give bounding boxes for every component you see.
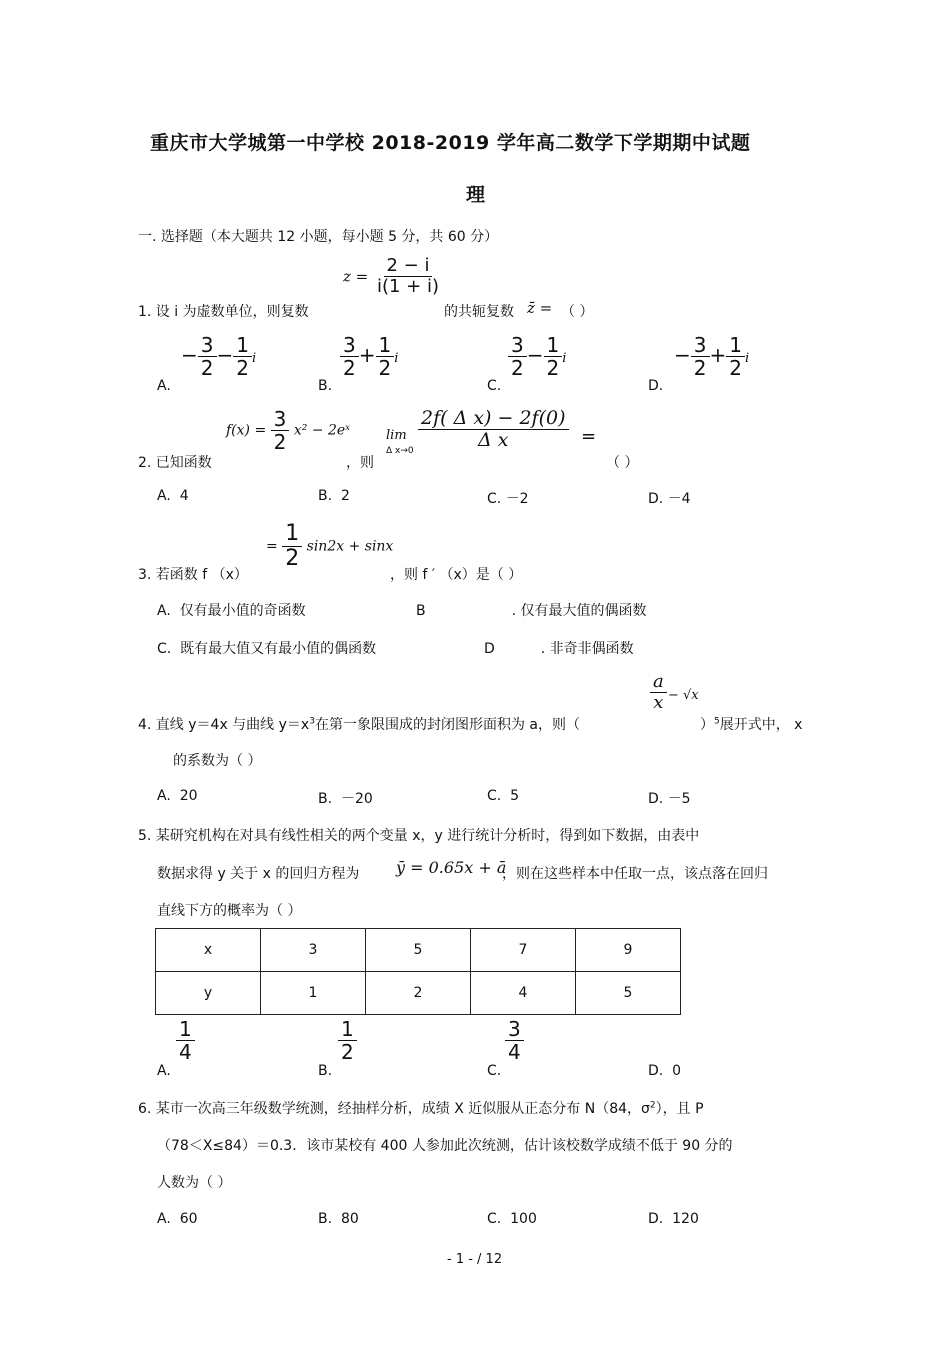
q3-option-a-label: A. <box>157 603 171 619</box>
q4-option-d-value: －5 <box>667 791 691 807</box>
page-number: - 1 - / 12 <box>447 1252 503 1267</box>
table-cell: 2 <box>366 972 471 1015</box>
q5-option-c-num: 3 <box>505 1018 524 1041</box>
q4-option-b-value: －20 <box>340 791 373 807</box>
q1-option-b-num1: 3 <box>340 334 359 357</box>
q2-option-c[interactable] <box>487 488 529 508</box>
q1-conjugate: z̄ = <box>527 299 553 317</box>
q6-line3: 人数为（ ） <box>157 1175 232 1191</box>
q4-option-a-label: A. <box>157 788 171 804</box>
q1-option-d-num1: 3 <box>691 334 710 357</box>
q5-option-c[interactable] <box>505 1018 524 1063</box>
q1-formula <box>343 256 442 297</box>
q1-option-a-den1: 2 <box>200 356 214 380</box>
q2-stem: 2. 已知函数 <box>138 455 212 471</box>
q4-option-d-label: D. <box>648 791 664 807</box>
table-cell: y <box>156 972 261 1015</box>
q5-option-c-label: C. <box>487 1063 502 1079</box>
q3-option-c-text: 既有最大值又有最小值的偶函数 <box>180 641 377 657</box>
q1-option-a-den2: 2 <box>236 356 249 380</box>
document-title: 重庆市大学城第一中学校 2018-2019 学年高二数学下学期期中试题 <box>150 132 751 154</box>
q2-option-c-value: －2 <box>505 491 529 507</box>
q2-option-d-value: －4 <box>667 491 691 507</box>
q5-line1: 5. 某研究机构在对具有线性相关的两个变量 x，y 进行统计分析时，得到如下数据，由表中 <box>138 828 700 844</box>
q5-data-table <box>155 928 681 1015</box>
q2-f-den: 2 <box>273 430 287 454</box>
q6-option-c-value: 100 <box>510 1211 537 1227</box>
q1-option-c-den2: 2 <box>546 356 560 380</box>
q1-option-b-sign2: + <box>358 343 376 367</box>
q3-option-d-text: . 非奇非偶函数 <box>540 641 634 657</box>
q6-option-b[interactable] <box>318 1211 359 1227</box>
q6-option-a-label: A. <box>157 1211 171 1227</box>
q5-line3: 直线下方的概率为（ ） <box>157 903 302 919</box>
q1-option-d[interactable] <box>674 334 749 379</box>
q1-option-c-den1: 2 <box>511 356 524 380</box>
q6-line1 <box>138 1098 704 1118</box>
q3-option-c[interactable] <box>157 638 376 658</box>
q4-option-b-label: B. <box>318 791 333 807</box>
q3-option-a-text: 仅有最小值的奇函数 <box>179 603 306 619</box>
q3-f-den: 2 <box>285 546 300 572</box>
q1-option-b-label: B. <box>318 378 333 394</box>
q1-formula-z: z = <box>343 267 369 286</box>
q4-stem <box>138 714 580 734</box>
q6-line1-prefix: 6. 某市一次高三年级数学统测，经抽样分析，成绩 X 近似服从正态分布 N（84，σ <box>138 1101 650 1117</box>
q2-f-lhs: f(x) = <box>226 422 267 439</box>
q4-stem-tail <box>700 714 802 734</box>
q5-option-b-den: 2 <box>341 1040 354 1064</box>
q4-sup5: 5 <box>714 716 720 727</box>
q2-option-b-value: 2 <box>340 488 350 504</box>
q5-option-a[interactable] <box>176 1018 195 1063</box>
q5-option-b-label: B. <box>318 1063 333 1079</box>
q4-frac-den: x <box>653 691 664 713</box>
q2-equals: = <box>581 426 597 447</box>
q1-option-a-i: i <box>252 351 257 366</box>
q3-option-c-label: C. <box>157 641 172 657</box>
q3-option-d[interactable] <box>484 638 634 658</box>
q6-option-a[interactable] <box>157 1211 198 1227</box>
q4-stem-c: 展开式中， x <box>719 717 803 733</box>
q2-lim-fraction <box>418 408 569 451</box>
q4-stem-b: 在第一象限围成的封闭图形面积为 a，则（ <box>314 717 580 733</box>
q4-minus-sqrt: − √x <box>668 688 699 703</box>
q3-function-formula <box>266 522 393 571</box>
q1-option-a-sign2: − <box>216 343 234 367</box>
q3-stem-suffix: ，则 f ′ （x）是（ ） <box>390 567 523 583</box>
q1-option-d-den2: 2 <box>729 356 742 380</box>
table-cell: x <box>156 929 261 972</box>
q5-option-a-den: 4 <box>179 1040 192 1064</box>
q5-option-d-value: 0 <box>672 1063 682 1079</box>
q4-stem-line2: 的系数为（ ） <box>173 753 262 769</box>
q1-option-a-sign1: − <box>181 343 198 367</box>
q4-option-c-label: C. <box>487 788 502 804</box>
q2-f-rest: x² − 2eˣ <box>293 422 351 439</box>
q4-option-c-value: 5 <box>510 788 520 804</box>
q1-option-a-num2: 1 <box>233 334 252 357</box>
q1-stem-suffix: 的共轭复数 <box>444 304 514 320</box>
q3-f-rest: sin2x + sinx <box>306 538 394 555</box>
q5-option-c-den: 4 <box>508 1040 521 1064</box>
q2-lim-sub: Δ x→0 <box>386 446 414 456</box>
q2-option-a-label: A. <box>157 488 171 504</box>
table-cell: 7 <box>471 929 576 972</box>
q1-formula-denominator: i(1 + i) <box>376 275 440 297</box>
q1-option-b-den1: 2 <box>343 356 356 380</box>
q4-option-b[interactable] <box>318 788 373 808</box>
q4-frac-num: a <box>650 672 667 693</box>
q2-option-b-label: B. <box>318 488 333 504</box>
q5-option-b[interactable] <box>338 1018 357 1063</box>
q3-option-b-label: B <box>416 603 426 619</box>
table-row <box>156 929 681 972</box>
q1-option-d-sign1: − <box>674 343 691 367</box>
q1-stem: 1. 设 i 为虚数单位，则复数 <box>138 304 309 320</box>
q1-option-b-i: i <box>394 351 399 366</box>
q2-option-a[interactable] <box>157 488 189 504</box>
q1-option-c-num1: 3 <box>508 334 527 357</box>
q2-function-formula <box>226 408 350 453</box>
q1-option-b-den2: 2 <box>378 356 392 380</box>
q1-option-d-i: i <box>745 351 750 366</box>
q2-paren: （ ） <box>606 455 639 471</box>
q6-option-d[interactable] <box>648 1211 699 1227</box>
q1-option-d-label: D. <box>648 378 664 394</box>
q3-stem: 3. 若函数 f （x） <box>138 567 248 583</box>
q4-close: ） <box>700 717 714 733</box>
q3-f-eq: = <box>266 538 278 555</box>
q5-option-d-label: D. <box>648 1063 664 1079</box>
document-subtitle: 理 <box>466 184 486 206</box>
q1-option-c-num2: 1 <box>544 334 563 357</box>
q5-line2-suffix: ，则在这些样本中任取一点，该点落在回归 <box>502 866 768 882</box>
q3-option-b[interactable] <box>416 600 647 620</box>
q1-option-c-sign2: − <box>526 343 544 367</box>
q2-option-d-label: D. <box>648 491 664 507</box>
q1-option-b[interactable] <box>340 334 398 379</box>
q5-option-b-num: 1 <box>338 1018 357 1041</box>
q2-option-a-value: 4 <box>179 488 189 504</box>
q1-formula-numerator: 2 − i <box>384 256 433 277</box>
q1-option-d-sign2: + <box>709 343 727 367</box>
q1-option-a[interactable] <box>181 334 256 379</box>
q4-fraction <box>650 672 667 713</box>
q1-paren: （ ） <box>561 304 594 320</box>
q4-option-a-value: 20 <box>179 788 198 804</box>
table-cell: 9 <box>576 929 681 972</box>
q6-option-a-value: 60 <box>179 1211 198 1227</box>
q6-option-c-label: C. <box>487 1211 502 1227</box>
q1-option-c-label: C. <box>487 378 502 394</box>
q2-option-c-label: C. <box>487 491 502 507</box>
q4-option-c[interactable] <box>487 788 519 804</box>
q4-option-d[interactable] <box>648 788 691 808</box>
q1-option-a-label: A. <box>157 378 171 394</box>
q4-sup3: 3 <box>309 716 315 727</box>
q5-option-a-label: A. <box>157 1063 171 1079</box>
q1-option-d-num2: 1 <box>726 334 745 357</box>
q2-lim: lim <box>386 428 407 443</box>
q1-option-c[interactable] <box>508 334 566 379</box>
q6-option-d-value: 120 <box>672 1211 699 1227</box>
q6-option-b-label: B. <box>318 1211 333 1227</box>
q6-line1-suffix: ），且 P <box>655 1101 704 1117</box>
table-row <box>156 972 681 1015</box>
q2-then: ，则 <box>346 455 374 471</box>
q1-option-d-den1: 2 <box>693 356 707 380</box>
q2-lim-num: 2f( Δ x) − 2f(0) <box>418 408 569 430</box>
q3-option-d-label: D <box>484 641 495 657</box>
q2-option-b[interactable] <box>318 488 350 504</box>
table-cell: 4 <box>471 972 576 1015</box>
q4-stem-a: 4. 直线 y＝4x 与曲线 y＝x <box>138 717 310 733</box>
q5-regression-equation: ȳ = 0.65x + ā <box>396 858 507 877</box>
q6-line2: （78＜X≤84）＝0.3．该市某校有 400 人参加此次统测，估计该校数学成绩不低于 90 分的 <box>157 1138 733 1154</box>
q1-option-a-num1: 3 <box>198 334 217 357</box>
q6-option-d-label: D. <box>648 1211 664 1227</box>
q3-option-b-text: . 仅有最大值的偶函数 <box>511 603 647 619</box>
q6-sup2: 2 <box>649 1100 656 1111</box>
table-cell: 1 <box>261 972 366 1015</box>
q2-lim-den: Δ x <box>478 428 509 451</box>
q1-option-c-i: i <box>562 351 567 366</box>
table-cell: 5 <box>366 929 471 972</box>
q5-option-a-num: 1 <box>176 1018 195 1041</box>
table-cell: 3 <box>261 929 366 972</box>
q5-option-d[interactable] <box>648 1063 681 1079</box>
q2-option-d[interactable] <box>648 488 691 508</box>
q2-f-num: 3 <box>271 408 290 431</box>
q6-option-b-value: 80 <box>340 1211 359 1227</box>
q4-option-a[interactable] <box>157 788 198 804</box>
table-cell: 5 <box>576 972 681 1015</box>
q3-f-num: 1 <box>282 522 302 547</box>
q6-option-c[interactable] <box>487 1211 537 1227</box>
q1-option-b-num2: 1 <box>376 334 395 357</box>
q3-option-a[interactable] <box>157 600 306 620</box>
section-header: 一. 选择题（本大题共 12 小题，每小题 5 分，共 60 分） <box>138 229 499 245</box>
q5-line2-prefix: 数据求得 y 关于 x 的回归方程为 <box>157 866 360 882</box>
